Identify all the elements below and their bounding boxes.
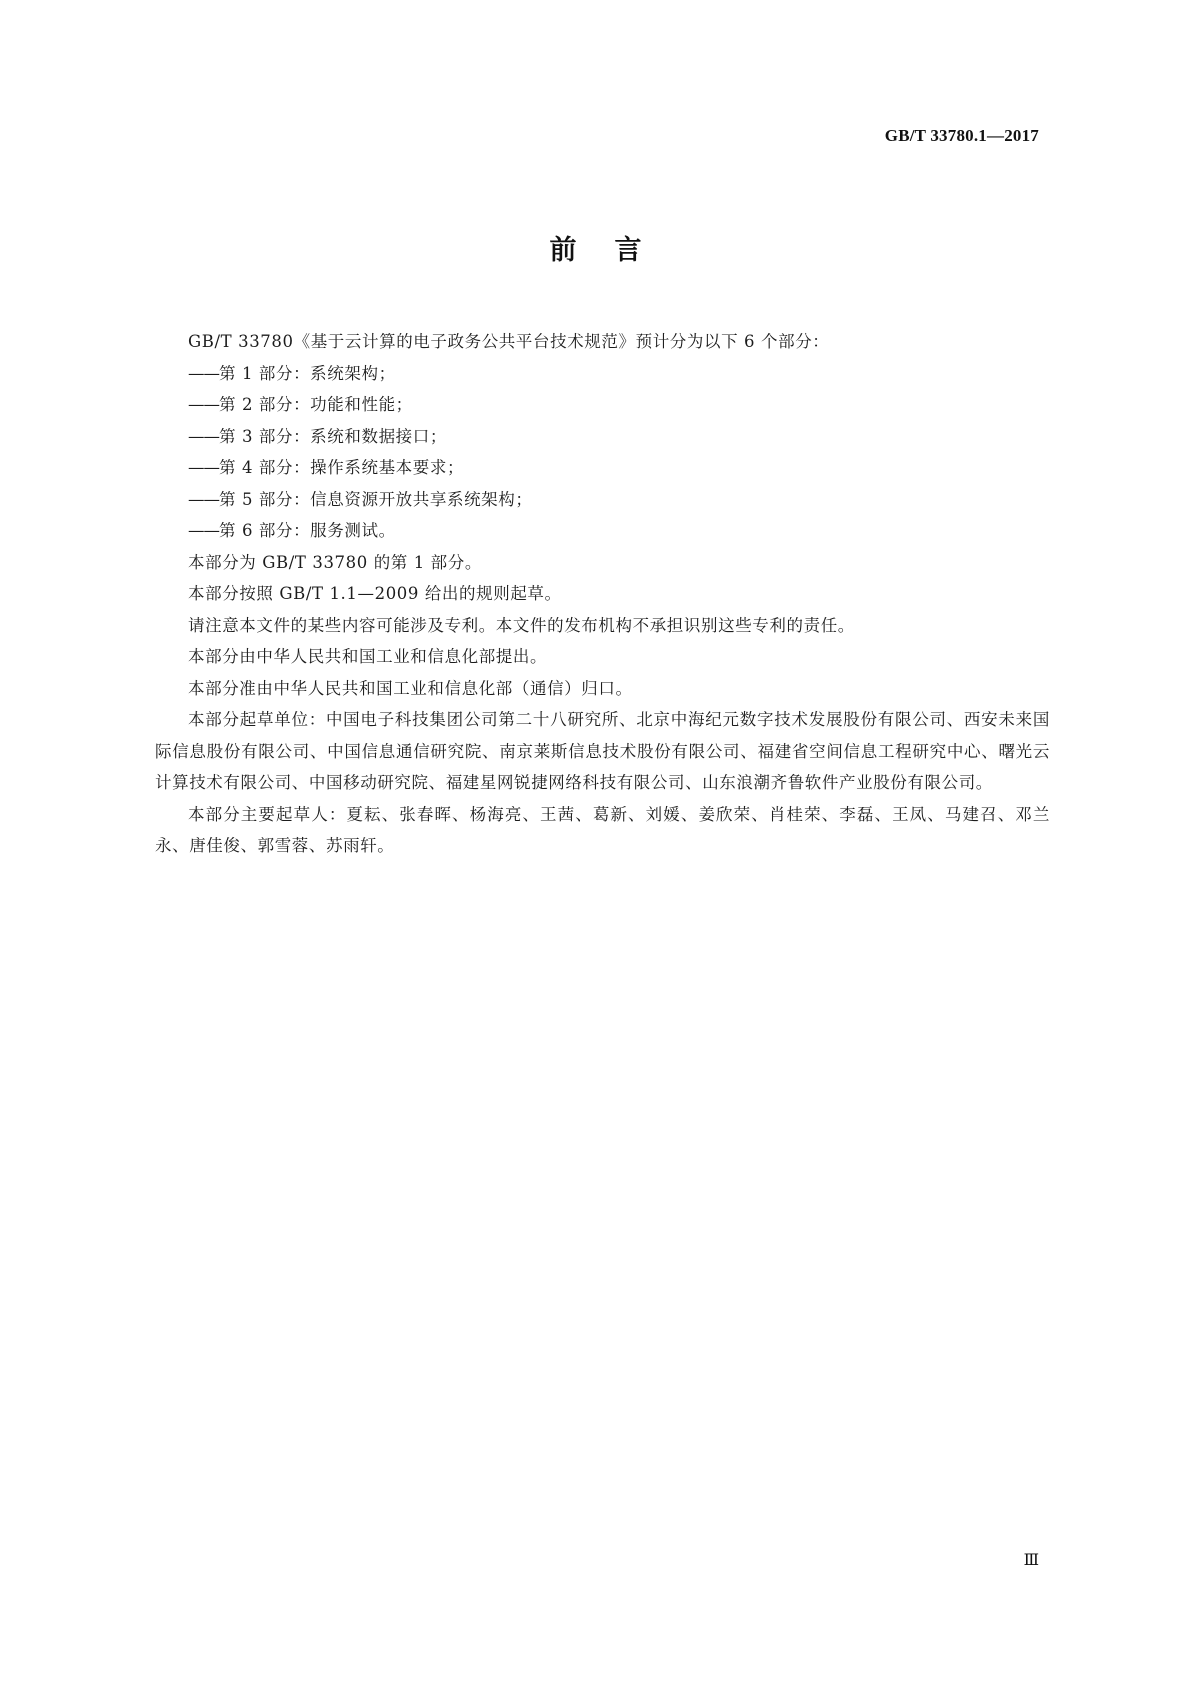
paragraph-drafting-rules: 本部分按照 GB/T 1.1—2009 给出的规则起草。: [188, 584, 562, 603]
list-item-text: 第 5 部分：信息资源开放共享系统架构；: [219, 489, 533, 509]
list-item-part-3: [155, 421, 1050, 453]
list-item-text: 第 1 部分：系统架构；: [219, 363, 396, 383]
list-item-text: 第 6 部分：服务测试。: [219, 521, 396, 540]
list-dash: ——: [188, 426, 219, 446]
list-dash: ——: [188, 458, 219, 477]
list-dash: ——: [188, 489, 219, 509]
list-dash: ——: [188, 395, 219, 414]
list-item-text: 第 2 部分：功能和性能；: [219, 395, 413, 414]
list-dash: ——: [188, 521, 219, 540]
list-dash: ——: [188, 363, 219, 383]
paragraph-drafting-units: 本部分起草单位：中国电子科技集团公司第二十八研究所、北京中海纪元数字技术发展股份有限公司、西安未来国际信息股份有限公司、中国信息通信研究院、南京莱斯信息技术股份有限公司、福建省空间信息工程研究中心、曙光云计算技术有限公司、中国移动研究院、福建星网锐捷网络科技有限公司、山东浪潮齐鲁软件产业股份有限公司。: [155, 710, 1050, 792]
intro-paragraph: GB/T 33780《基于云计算的电子政务公共平台技术规范》预计分为以下 6 个部分：: [188, 332, 830, 351]
list-item-part-6: [155, 515, 1050, 547]
list-item-part-1: [155, 358, 1050, 390]
paragraph-part-scope: 本部分为 GB/T 33780 的第 1 部分。: [188, 552, 482, 572]
document-code: GB/T 33780.1—2017: [884, 126, 1039, 145]
page-title: 前言: [549, 235, 680, 266]
list-item-text: 第 3 部分：系统和数据接口；: [219, 426, 447, 446]
paragraph-patent-notice: 请注意本文件的某些内容可能涉及专利。本文件的发布机构不承担识别这些专利的责任。: [188, 615, 855, 635]
paragraph-proposer: 本部分由中华人民共和国工业和信息化部提出。: [188, 647, 548, 666]
foreword-content: [155, 326, 1050, 862]
list-item-part-2: [155, 389, 1050, 421]
page-number: Ⅲ: [1023, 1552, 1039, 1569]
paragraph-centralized-by: 本部分准由中华人民共和国工业和信息化部（通信）归口。: [188, 678, 633, 698]
paragraph-main-drafters: 本部分主要起草人：夏耘、张春晖、杨海亮、王茜、葛新、刘媛、姜欣荣、肖桂荣、李磊、王凤、马建召、邓兰永、唐佳俊、郭雪蓉、苏雨轩。: [155, 804, 1050, 855]
list-item-text: 第 4 部分：操作系统基本要求；: [219, 458, 465, 477]
list-item-part-4: [155, 452, 1050, 484]
list-item-part-5: [155, 484, 1050, 516]
